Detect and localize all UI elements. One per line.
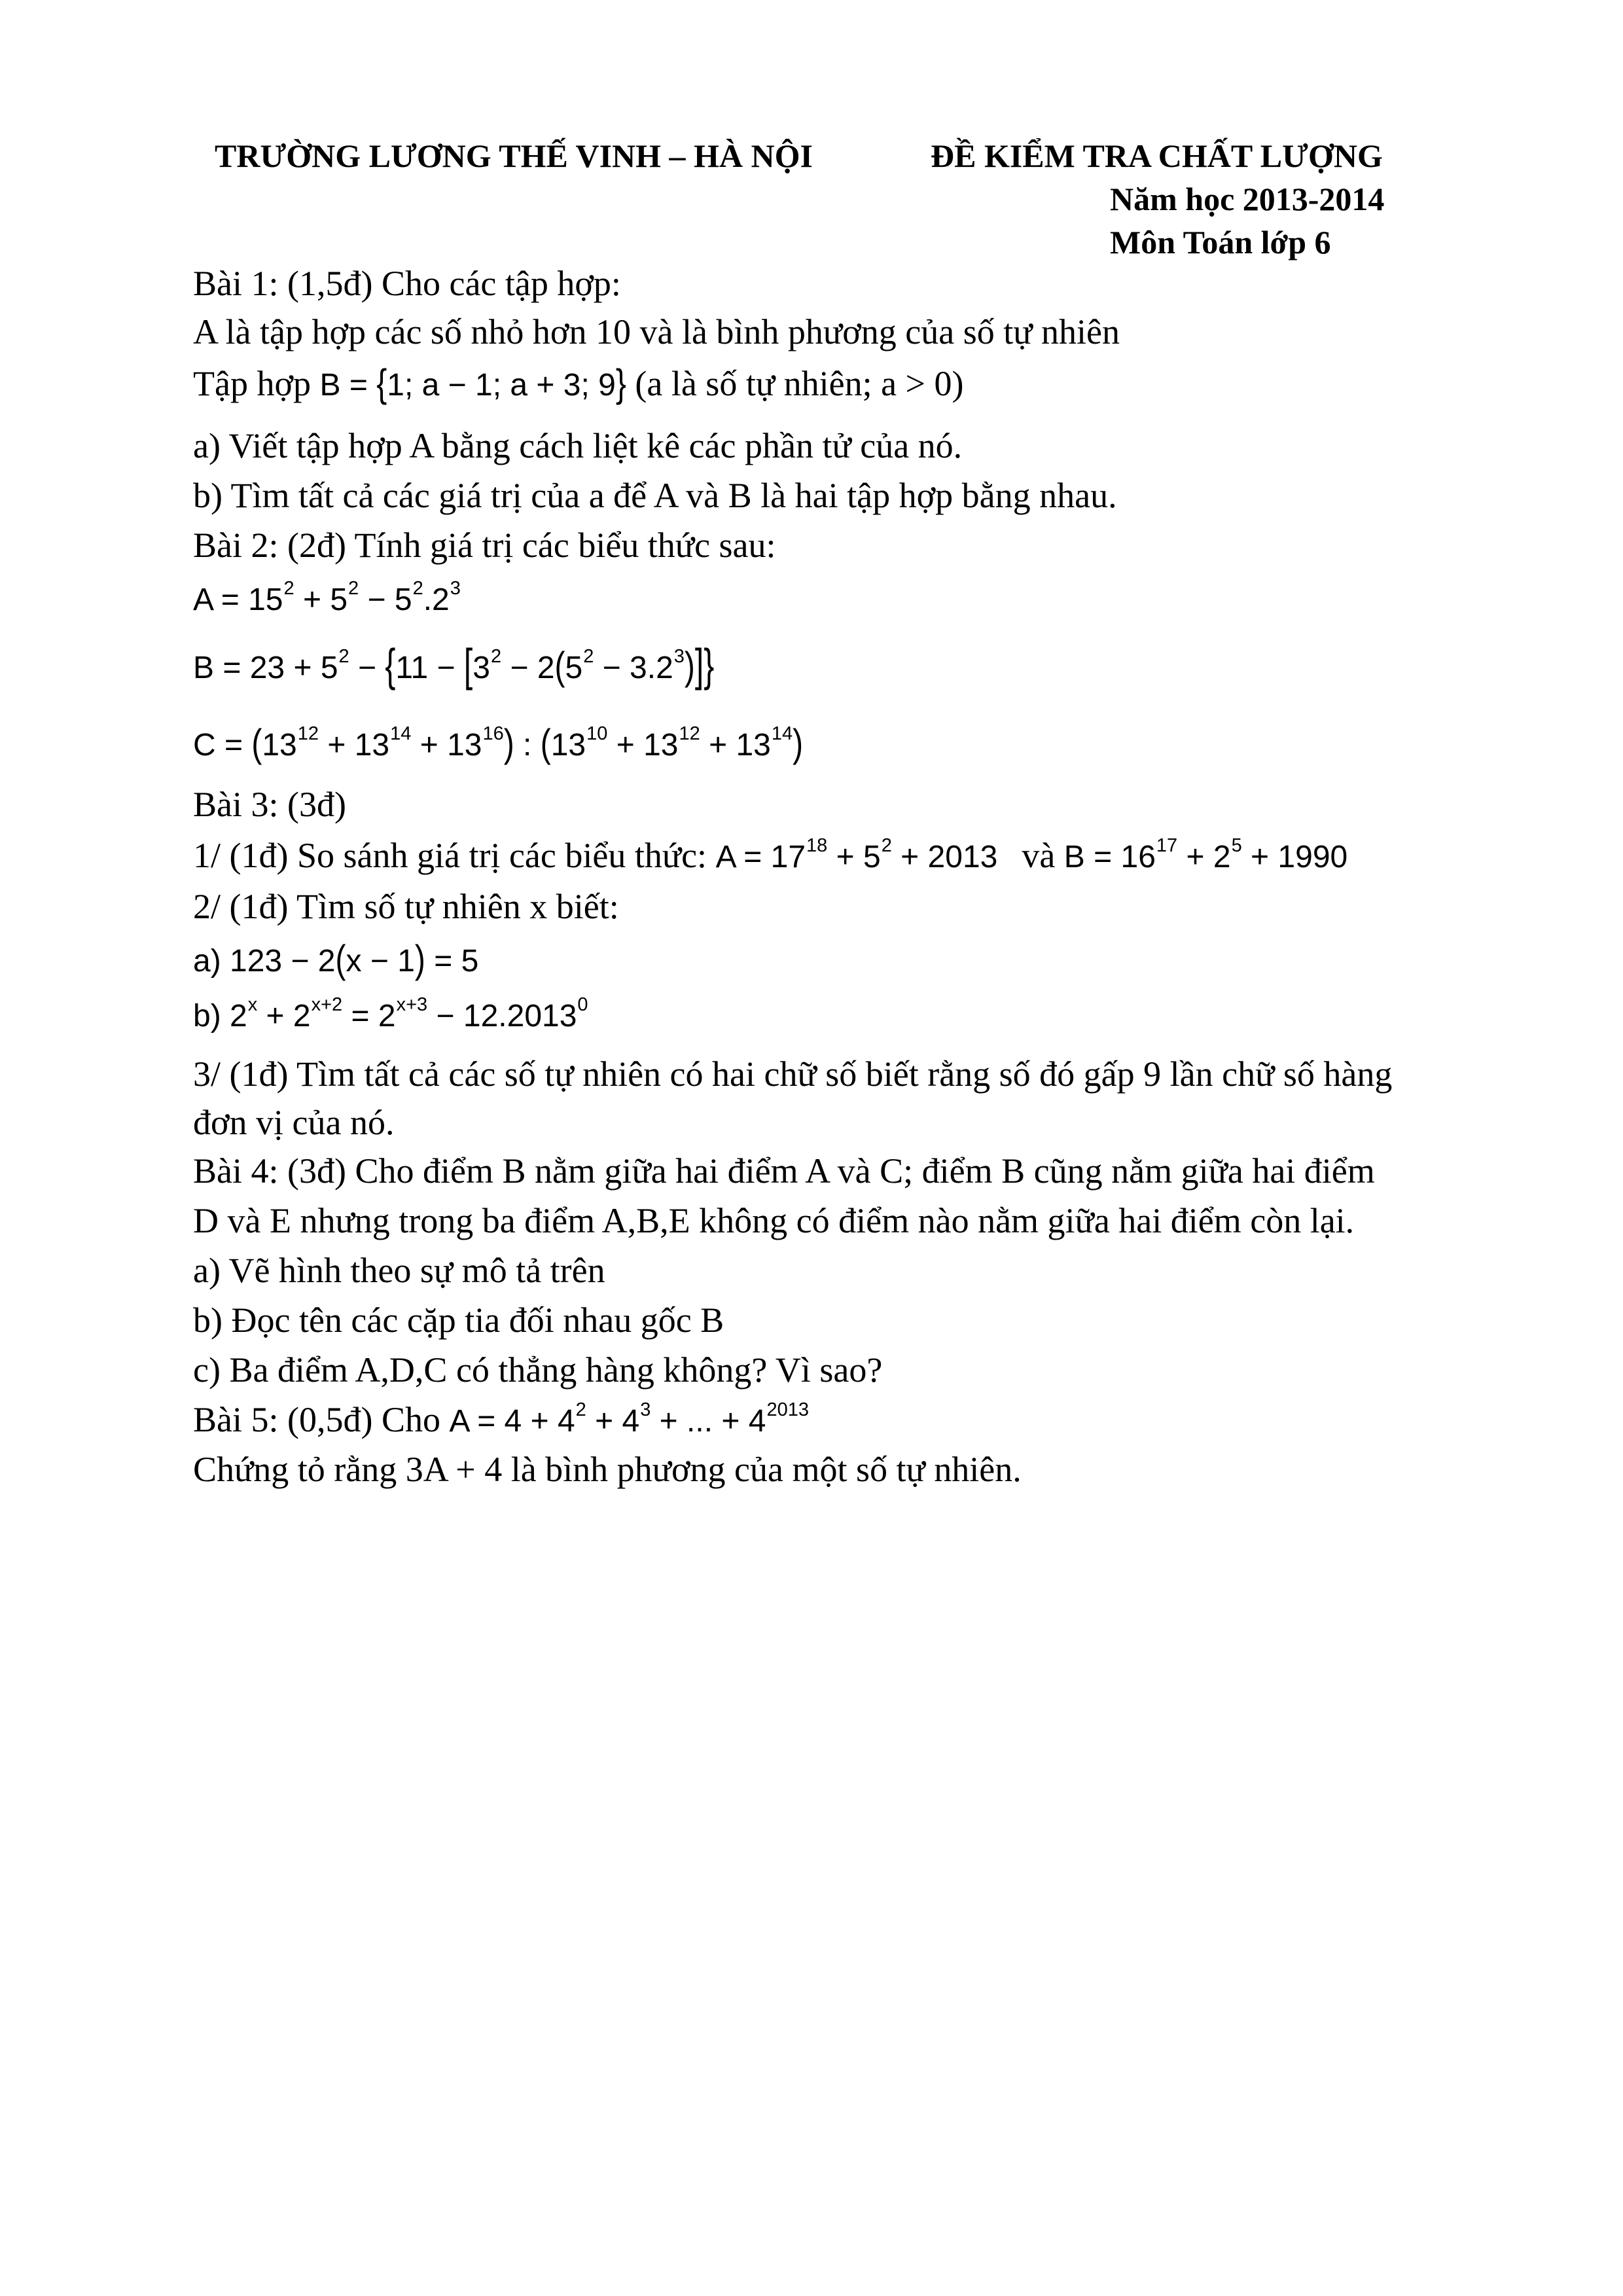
bai4-part-b: b) Đọc tên các cặp tia đối nhau gốc B xyxy=(193,1300,724,1340)
bai3-q1-and: và xyxy=(1022,836,1056,875)
bai4-line2: D và E nhưng trong ba điểm A,B,E không có điểm nào nằm giữa hai điểm còn lại. xyxy=(193,1201,1355,1240)
bai3-q3-line2: đơn vị của nó. xyxy=(193,1103,395,1142)
exam-title: ĐỀ KIỂM TRA CHẤT LƯỢNG xyxy=(931,137,1383,174)
bai1-part-a: a) Viết tập hợp A bằng cách liệt kê các phần tử của nó. xyxy=(193,426,963,465)
bai3-q1-expression-a: $A = 17^{18} + 5^2 + 2013$ xyxy=(715,835,998,874)
bai3-q1-text: 1/ (1đ) So sánh giá trị các biểu thức: xyxy=(193,836,707,875)
bai3-q2-b: b) $2^x + 2^{x+2} = 2^{x+3} - 12.2013^0$ xyxy=(193,994,588,1033)
bai1-set-b-line xyxy=(193,362,963,407)
set-b-formula: B = {1; a − 1; a + 3; 9} xyxy=(319,362,626,406)
bai2-expression-b: $B = 23 + 5^2 - \{11 - [3^2 - 2(5^2 - 3.2^3)]\}$ xyxy=(193,640,715,691)
bai1-set-a-definition: A là tập hợp các số nhỏ hơn 10 và là bình phương của số tự nhiên xyxy=(193,312,1120,351)
bai5-line xyxy=(193,1398,809,1447)
bai5-prove: Chứng tỏ rằng 3A + 4 là bình phương của một số tự nhiên. xyxy=(193,1450,1022,1489)
bai2-expression-a: $A = 15^2 + 5^2 - 5^2.2^3$ xyxy=(193,578,461,617)
bai3-heading: Bài 3: (3đ) xyxy=(193,785,346,824)
bai4-part-a: a) Vẽ hình theo sự mô tả trên xyxy=(193,1251,605,1290)
bai3-q1 xyxy=(193,834,1347,883)
bai5-expression: $A = 4 + 4^2 + 4^3$ + ... + $4^{2013}$ xyxy=(449,1399,809,1439)
school-year: Năm học 2013-2014 xyxy=(1110,181,1385,217)
bai3-q2-text: 2/ (1đ) Tìm số tự nhiên x biết: xyxy=(193,887,619,926)
bai4-part-c: c) Ba điểm A,D,C có thẳng hàng không? Vì sao? xyxy=(193,1350,883,1390)
bai4-line1: Bài 4: (3đ) Cho điểm B nằm giữa hai điểm A và C; điểm B cũng nằm giữa hai điểm xyxy=(193,1151,1375,1191)
subject: Môn Toán lớp 6 xyxy=(1110,224,1331,260)
bai1-part-b: b) Tìm tất cả các giá trị của a để A và B là hai tập hợp bằng nhau. xyxy=(193,476,1117,515)
bai3-q1-expression-b: $B = 16^{17} + 2^5 + 1990$ xyxy=(1063,835,1348,874)
set-b-note: (a là số tự nhiên; a > 0) xyxy=(635,364,964,403)
bai3-q3-line1: 3/ (1đ) Tìm tất cả các số tự nhiên có hai chữ số biết rằng số đó gấp 9 lần chữ số hàng xyxy=(193,1054,1393,1094)
bai1-heading: Bài 1: (1,5đ) Cho các tập hợp: xyxy=(193,264,621,303)
bai2-heading: Bài 2: (2đ) Tính giá trị các biểu thức sau: xyxy=(193,526,776,565)
bai5-heading: Bài 5: (0,5đ) Cho xyxy=(193,1400,440,1439)
bai3-q2-a: a) 123 − 2(x − 1) = 5 xyxy=(193,938,479,982)
set-b-prefix: Tập hợp xyxy=(193,364,312,403)
school-name: TRƯỜNG LƯƠNG THẾ VINH – HÀ NỘI xyxy=(215,137,813,174)
bai2-expression-c: $C = (13^{12} + 13^{14} + 13^{16})$ : $(13^{10} + 13^{12} + 13^{14})$ xyxy=(193,722,804,766)
